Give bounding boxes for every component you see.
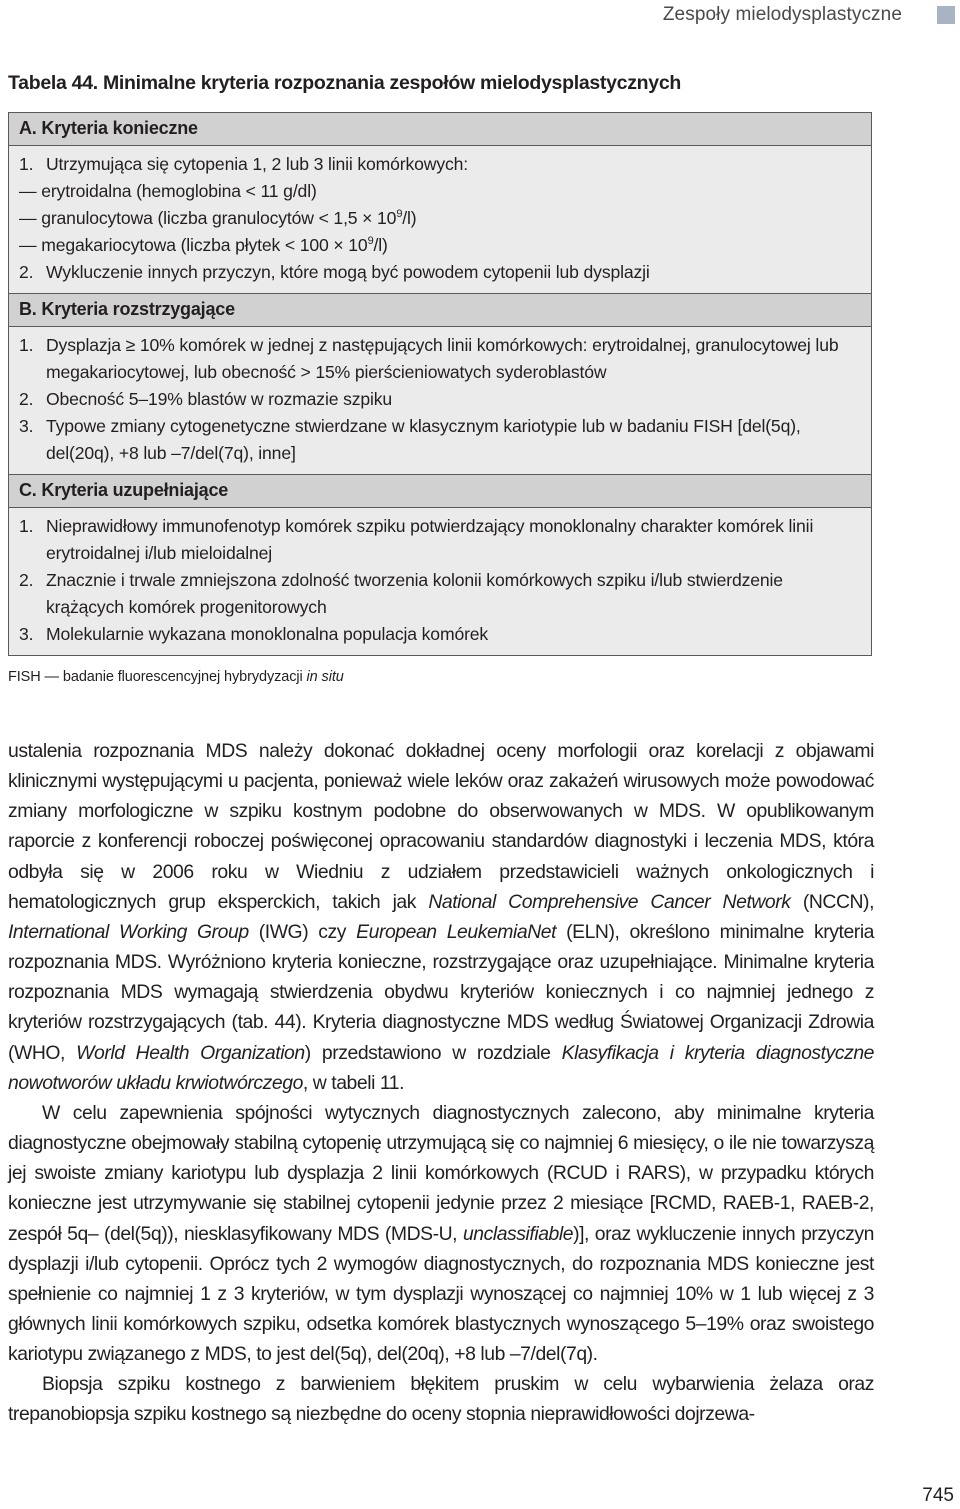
item-number: 2. bbox=[19, 262, 34, 282]
italic-term: Klasyfikacja i kryteria diagnostyczne nowotworów układu krwiotwórczego bbox=[8, 1041, 875, 1094]
section-heading-c: C. Kryteria uzupełniające bbox=[9, 474, 871, 508]
dash-marker: — bbox=[19, 235, 37, 255]
list-item bbox=[19, 151, 861, 178]
footnote-italic: in situ bbox=[306, 669, 344, 685]
superscript-exponent: 9 bbox=[367, 235, 374, 247]
paragraph-2: W celu zapewnienia spójności wytycznych diagnostycznych zalecono, aby minimalne kryteria diagnostyczne obejmowały stabilną cytopenię utrzymującą się co najmniej 6 miesięcy, o ile nie towarzyszą jej swoiste zmiany kariotypu lub dysplazja 2 linii komórkowych (RCUD i RARS), w przypadku których konieczne jest utrzymywanie się stabilnej cytopenii jedynie przez 2 miesiące [RCMD, RAEB-1, RAEB-2, zespół 5q– (del(5q)), niesklasyfikowany MDS (MDS-U, unclassifiable)], oraz wykluczenie innych przyczyn dysplazji i/lub cytopenii. Oprócz tych 2 wymogów diagnostycznych, do rozpoznania MDS konieczne jest spełnienie co najmniej 1 z 3 kryteriów, w tym dysplazji wynoszącej co najmniej 10% w 1 lub więcej z 3 głównych linii komórkowych szpiku, odsetka komórek blastycznych wynoszącego 5–19% oraz swoistego kariotypu związanego z MDS, to jest del(5q), del(20q), +8 lub –7/del(7q). bbox=[8, 1101, 874, 1366]
item-text: erytroidalna (hemoglobina < 11 g/dl) bbox=[41, 181, 317, 201]
italic-term: unclassifiable bbox=[462, 1222, 574, 1245]
item-text: Nieprawidłowy immunofenotyp komórek szpiku potwierdzający monoklonalny charakter komórek linii erytroidalnej i/lub mieloidalnej bbox=[46, 516, 814, 563]
superscript-exponent: 9 bbox=[396, 208, 403, 220]
italic-term: World Health Organization bbox=[76, 1041, 305, 1064]
item-text: Wykluczenie innych przyczyn, które mogą być powodem cytopenii lub dysplazji bbox=[46, 262, 650, 282]
list-item bbox=[19, 386, 861, 413]
footnote-abbreviation: FISH — badanie fluorescencyjnej hybrydyzacji bbox=[8, 669, 307, 685]
list-item bbox=[19, 413, 861, 467]
italic-term: International Working Group bbox=[8, 920, 249, 943]
list-item bbox=[19, 205, 861, 232]
list-item bbox=[19, 567, 861, 621]
criteria-table bbox=[8, 112, 872, 656]
item-number: 3. bbox=[19, 416, 34, 436]
section-body-c bbox=[9, 508, 871, 655]
table-title: Tabela 44. Minimalne kryteria rozpoznania zespołów mielodysplastycznych bbox=[8, 72, 681, 94]
item-text bbox=[41, 205, 861, 232]
body-text bbox=[8, 736, 874, 1430]
italic-term: National Comprehensive Cancer Network bbox=[428, 890, 791, 913]
italic-term: European LeukemiaNet bbox=[356, 920, 557, 943]
section-body-b bbox=[9, 327, 871, 474]
item-text: Utrzymująca się cytopenia 1, 2 lub 3 linii komórkowych: bbox=[46, 154, 468, 174]
dash-marker: — bbox=[19, 208, 37, 228]
item-number: 1. bbox=[19, 154, 34, 174]
list-item bbox=[19, 332, 861, 386]
list-item bbox=[19, 621, 861, 648]
item-text: Znacznie i trwale zmniejszona zdolność tworzenia kolonii komórkowych szpiku i/lub stwierdzenie krążących komórek progenitorowych bbox=[46, 570, 783, 617]
section-heading-a: A. Kryteria konieczne bbox=[9, 113, 871, 146]
item-number: 3. bbox=[19, 624, 34, 644]
list-item bbox=[19, 259, 861, 286]
list-item bbox=[19, 513, 861, 567]
list-item bbox=[19, 232, 861, 259]
item-number: 1. bbox=[19, 516, 34, 536]
header-square-marker bbox=[937, 6, 955, 24]
item-text-part: granulocytowa (liczba granulocytów < 1,5 × 10 bbox=[41, 208, 397, 228]
item-number: 1. bbox=[19, 335, 34, 355]
item-text: Molekularnie wykazana monoklonalna populacja komórek bbox=[46, 624, 489, 644]
page-number: 745 bbox=[922, 1485, 954, 1506]
item-text-part: megakariocytowa (liczba płytek < 100 × 10 bbox=[41, 235, 368, 255]
item-number: 2. bbox=[19, 389, 34, 409]
list-item bbox=[19, 178, 861, 205]
item-text: Typowe zmiany cytogenetyczne stwierdzane w klasycznym kariotypie lub w badaniu FISH [del(5q), del(20q), +8 lub –7/del(7q), inne] bbox=[46, 416, 801, 463]
item-text: Obecność 5–19% blastów w rozmazie szpiku bbox=[46, 389, 393, 409]
table-footnote bbox=[8, 669, 344, 685]
section-heading-b: B. Kryteria rozstrzygające bbox=[9, 293, 871, 327]
item-text-part: /l) bbox=[402, 208, 417, 228]
paragraph-3: Biopsja szpiku kostnego z barwieniem błękitem pruskim w celu wybarwienia żelaza oraz trepanobiopsja szpiku kostnego są niezbędne do oceny stopnia nieprawidłowości dojrzewa- bbox=[8, 1373, 874, 1426]
item-text-part: /l) bbox=[373, 235, 388, 255]
section-body-a bbox=[9, 146, 871, 293]
dash-marker: — bbox=[19, 181, 37, 201]
item-text bbox=[41, 232, 861, 259]
item-text: Dysplazja ≥ 10% komórek w jednej z następujących linii komórkowych: erytroidalnej, granulocytowej lub megakariocytowej, lub obecność > 15% pierścieniowatych syderoblastów bbox=[46, 335, 839, 382]
item-number: 2. bbox=[19, 570, 34, 590]
running-header-title: Zespoły mielodysplastyczne bbox=[662, 4, 902, 25]
paragraph-1: ustalenia rozpoznania MDS należy dokonać dokładnej oceny morfologii oraz korelacji z objawami klinicznymi występującymi u pacjenta, ponieważ wiele leków oraz zakażeń wirusowych może powodować zmiany morfologiczne w szpiku kostnym podobne do obserwowanych w MDS. W opublikowanym raporcie z konferencji roboczej poświęconej opracowaniu standardów diagnostyki i leczenia MDS, która odbyła się w 2006 roku w Wiedniu z udziałem przedstawicieli ważnych onkologicznych i hematologicznych grup eksperckich, takich jak National Comprehensive Cancer Network (NCCN), International Working Group (IWG) czy European LeukemiaNet (ELN), określono minimalne kryteria rozpoznania MDS. Wyróżniono kryteria konieczne, rozstrzygające oraz uzupełniające. Minimalne kryteria rozpoznania MDS wymagają stwierdzenia obydwu kryteriów koniecznych i co najmniej jednego z kryteriów rozstrzygających (tab. 44). Kryteria diagnostyczne MDS według Światowej Organizacji Zdrowia (WHO, World Health Organization) przedstawiono w rozdziale Klasyfikacja i kryteria diagnostyczne nowotworów układu krwiotwórczego, w tabeli 11. bbox=[8, 740, 875, 1094]
